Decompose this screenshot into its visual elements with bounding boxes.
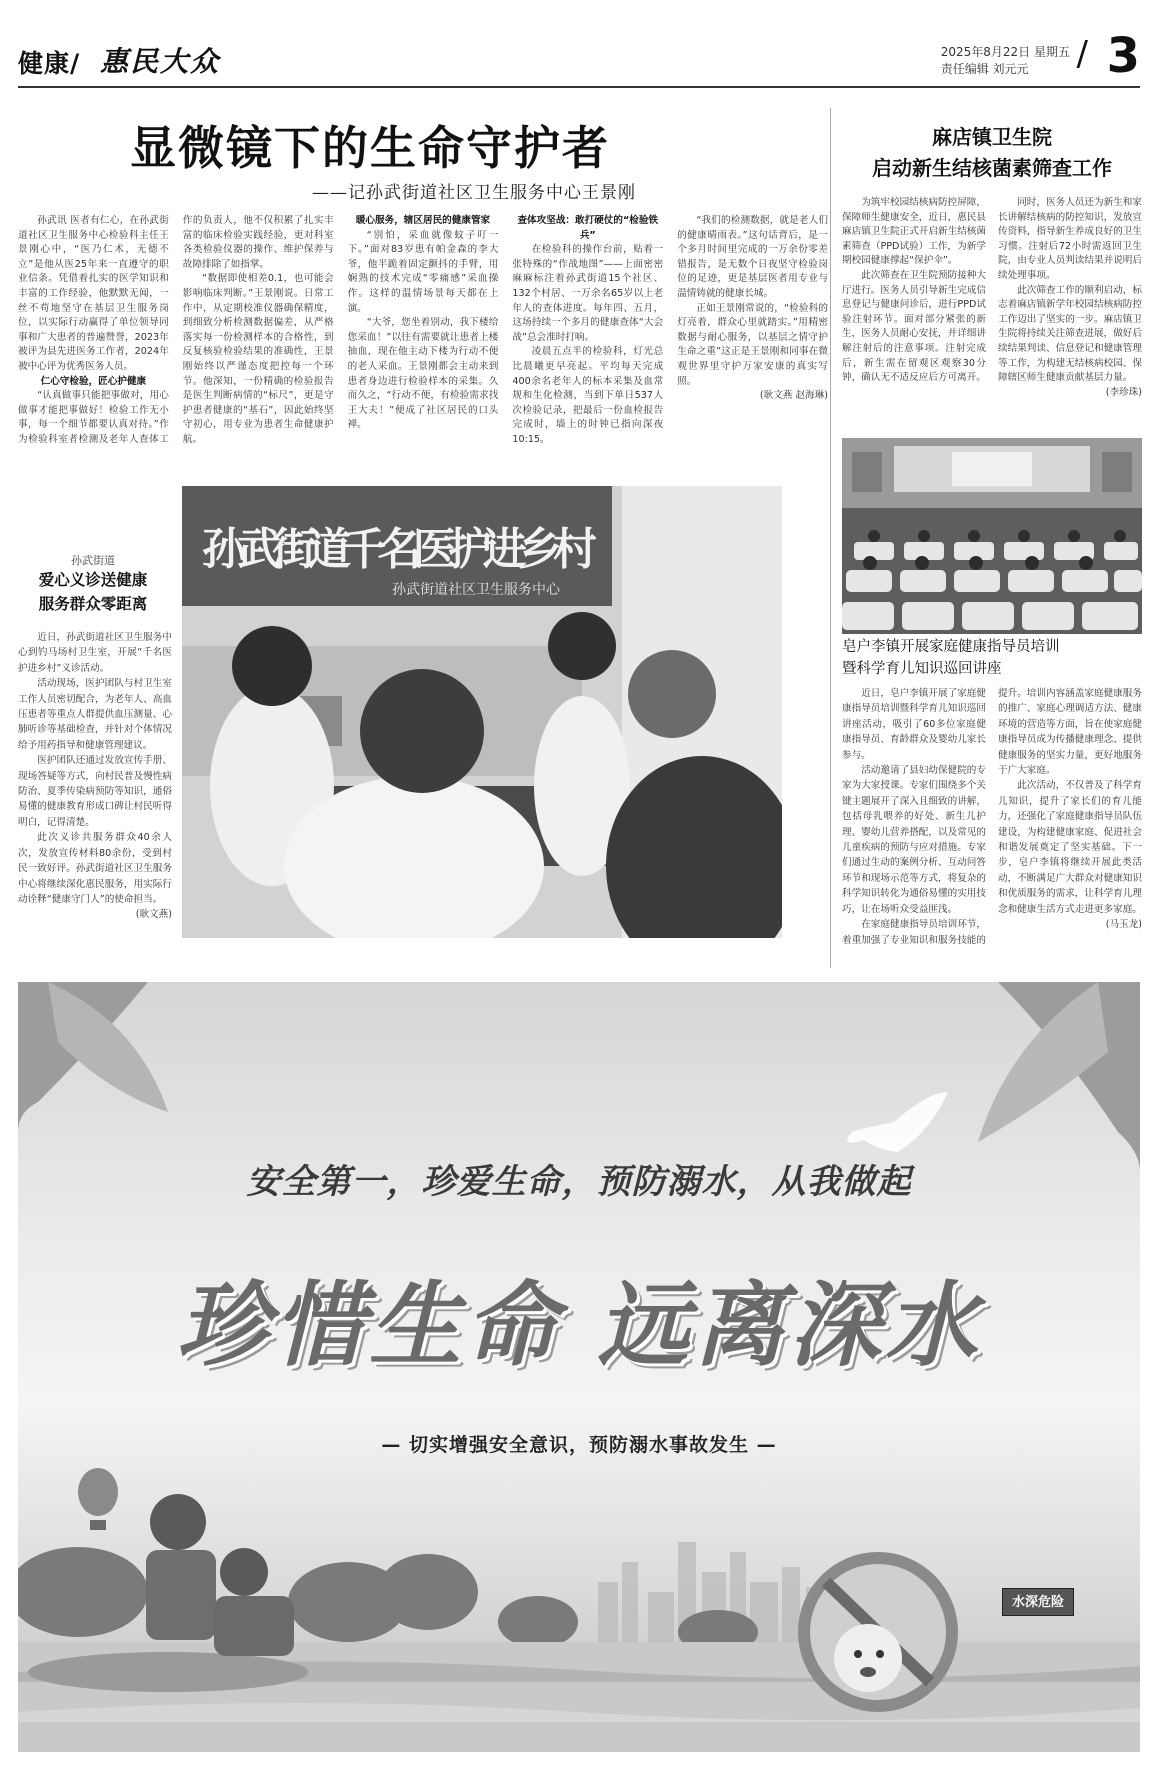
article-paragraph: 为筑牢校园结核病防控屏障，保障师生健康安全，近日，惠民县麻店镇卫生院正式开启新生结核菌素筛查（PPD试验）工作，为新学期校园健康撑起“保护伞”。	[842, 197, 986, 267]
article-paragraph: 在检验科的操作台前，贴着一张特殊的“作战地图”——上面密密麻麻标注着孙武街道15个社区、132个村居、一万余名65岁以上老年人的查体进度。每年四、五月，这场持续一个多月的健康查体“大会战”总会准时打响。	[512, 244, 664, 343]
masthead	[18, 22, 1140, 84]
clinic-photo	[182, 486, 782, 938]
side-story-title-line: 启动新生结核菌素筛查工作	[872, 156, 1112, 180]
photo-banner-text: 孙武街道千名医护进乡村	[202, 524, 597, 575]
main-subheadline: ——记孙武街道社区卫生服务中心王景刚	[312, 183, 636, 203]
article-paragraph: 凌晨五点半的检验科，灯光总比晨曦更早亮起。平均每天完成400余名老年人的标本采集及血常规和生化检测，当到下单日537人次检验记录，把最后一份血检报告完成时，墙上的时钟已指向深夜10:15。	[512, 346, 664, 445]
article-paragraph: 在家庭健康指导员培训环节，着重加强了专业知识和服务技能的提升。培训内容涵盖家庭健康服务的推广、家庭心理调适方法、健康环境的营造等方面，旨在使家庭健康指导员成为传播健康理念、提供健康服务的坚实力量，更好地服务于广大家庭。	[842, 688, 1142, 946]
side-story-title-line: 麻店镇卫生院	[932, 125, 1052, 149]
poster-headline: 珍惜生命 远离深水	[176, 1272, 982, 1379]
brief-title-line: 服务群众零距离	[38, 594, 148, 613]
article-paragraph: 孙武讯 医者有仁心，在孙武街道社区卫生服务中心检验科主任王景刚心中，“医乃仁术，无德不立”是他从医25年来一直遵守的职业信条。凭借着扎实的医学知识和丰富的工作经验，他默默无闻，一丝不苟地坚守在基层卫生服务岗位，以实际行动赢得了单位领导同事和广大患者的普遍赞誉，2023年被评为县先进医务工作者，2024年被中心评为优秀医务人员。	[18, 215, 169, 372]
article-paragraph: 近日，孙武街道社区卫生服务中心到钓马场村卫生室，开展“千名医护进乡村”义诊活动。	[18, 632, 172, 674]
side-story-title-line: 皂户李镇开展家庭健康指导员培训	[842, 639, 1060, 655]
side-story-2-body	[842, 686, 1142, 970]
meeting-photo-illustration	[842, 438, 1142, 634]
brief-title-line: 爱心义诊送健康	[38, 570, 148, 589]
page-number: 3	[1106, 28, 1140, 84]
responsible-editor: 责任编辑 刘元元	[940, 62, 1029, 76]
side-story-body	[842, 196, 1142, 432]
article-byline: (马玉龙)	[1105, 919, 1142, 931]
clinic-photo-illustration	[182, 486, 782, 938]
poster-slogan: 安全第一，珍爱生命，预防溺水，从我做起	[246, 1162, 912, 1202]
drowning-prevention-poster	[18, 982, 1140, 1752]
article-paragraph: 正如王景刚常说的，“检验科的灯亮着，群众心里就踏实。”用精密数据与耐心服务，以基层之情守护生命之重”这正是王景刚和同事在微观世界里守护万家安康的真实写照。	[677, 302, 828, 387]
main-headline: 显微镜下的生命守护者	[130, 121, 610, 175]
deep-water-warning-sign: 水深危险	[1002, 1588, 1074, 1616]
article-subheading: 查体攻坚战：敢打硬仗的“检验铁兵”	[517, 215, 659, 241]
newspaper-logo: 惠民大众	[100, 45, 221, 78]
brief-kicker: 孙武街道	[71, 554, 115, 567]
article-subheading: 仁心守检验，匠心护健康	[40, 375, 147, 387]
brief-headline	[18, 568, 168, 616]
article-paragraph: “我们的检测数据，就是老人们的健康晴雨表。”这句话背后，是一个多月时间里完成的一万余份零差错报告，是无数个日夜坚守检验岗位的足迹，更是基层医者用专业与温情铸就的健康长城。	[677, 215, 828, 299]
poster-subline: — 切实增强安全意识，预防溺水事故发生 —	[381, 1434, 777, 1456]
article-byline: (耿文燕)	[135, 909, 172, 921]
article-subheading: 暖心服务，辖区居民的健康管家	[355, 215, 491, 226]
article-paragraph: 近日，皂户李镇开展了家庭健康指导员培训暨科学育儿知识巡回讲座活动，吸引了60多位家庭健康指导员、育龄群众及婴幼儿家长参与。	[842, 688, 986, 761]
article-paragraph: “认真做事只能把事做对，用心做事才能把事做好！检验工作无小事，每一个细节都要认真对待。”作为检验科室者检测及老年人查体工作的负责人，他不仅积累了扎实丰富的临床检验实践经验，更对科室各类检验仪器的操作、维护保养与故障排除了如指掌。	[18, 215, 334, 445]
article-paragraph: “别怕，采血就像蚊子叮一下。”面对83岁患有帕金森的李大爷，他半跪着固定颤抖的手臂，用娴熟的技术完成“零痛感”采血操作。这样的温情场景每天都在上演。	[347, 229, 499, 314]
side-story-title-line: 暨科学育儿知识巡回讲座	[842, 661, 1002, 677]
article-paragraph: 此次义诊共服务群众40余人次，发放宣传材料80余份，受到村民一致好评。孙武街道社区卫生服务中心将继续深化惠民服务，用实际行动诠释“健康守门人”的使命担当。	[18, 832, 172, 905]
article-paragraph: 医护团队还通过发放宣传手册、现场答疑等方式，向村民普及慢性病防治、夏季传染病预防等知识，通俗易懂的健康教育形成口碑让村民听得明白，记得清楚。	[18, 755, 172, 828]
article-paragraph: “数据即使相差0.1，也可能会影响临床判断。”王景刚说。日常工作中，从定期校准仪器确保精度，到细致分析检测数据偏差，从严格落实每一份检测样本的合格性，到反复核验检验结果的准确性，王景刚始终以严谨态度把控每一个环节。他深知，一份精确的检验报告是医生判断病情的“标尺”，更是守护患者健康的“基石”，因此始终坚守初心，用专业为患者生命健康护航。	[182, 273, 334, 445]
article-paragraph: 同时，医务人员还为新生和家长讲解结核病的防控知识，发放宣传资料，指导新生养成良好的卫生习惯。注射后72小时需返回卫生院，由专业人员判读结果并说明后续处理事项。	[998, 197, 1142, 281]
issue-info	[941, 44, 1070, 78]
article-paragraph: 此次筛查在卫生院预防接种大厅进行。医务人员引导新生完成信息登记与健康问诊后，进行PPD试验注射环节。面对部分紧张的新生，医务人员耐心安抚，并详细讲解注射后的注意事项。注射完成后，新生需在留观区观察30分钟，确认无不适反应后方可离开。	[842, 269, 986, 384]
article-paragraph: 此次活动，不仅普及了科学育儿知识，提升了家长们的育儿能力，还强化了家庭健康指导员队伍建设，为构建健康家庭、促进社会和谐发展奠定了坚实基础。下一步，皂户李镇将继续开展此类活动，不断满足广大群众对健康知识和优质服务的需求，让科学育儿理念和健康生活方式走进更多家庭。	[998, 780, 1142, 915]
issue-date: 2025年8月22日 星期五	[940, 45, 1070, 59]
side-story-headline	[842, 122, 1142, 184]
brief-body	[18, 630, 172, 952]
side-story-2-headline	[842, 636, 1142, 680]
main-article-body	[18, 214, 828, 464]
column-divider	[830, 108, 831, 968]
page-slash: /	[1076, 34, 1088, 74]
article-paragraph: 此次筛查工作的顺利启动，标志着麻店镇新学年校园结核病防控工作迈出了坚实的一步。麻店镇卫生院将持续关注筛查进展，做好后续结果判读、信息登记和健康管理等工作，为构建无结核病校园、保障辖区师生健康贡献基层力量。	[998, 284, 1142, 384]
article-byline: (李珍珠)	[1105, 386, 1142, 398]
article-paragraph: 活动邀请了县妇幼保健院的专家为大家授课。专家们围绕多个关键主题展开了深入且细致的讲解，包括母乳喂养的好处、新生儿护理、婴幼儿营养搭配，以及常见的儿童疾病的预防与应对措施。专家们通过生动的案例分析、互动问答环节和现场示范等方式，将复杂的科学知识转化为通俗易懂的实用技巧，让在场听众受益匪浅。	[842, 765, 986, 915]
meeting-photo	[842, 438, 1142, 634]
photo-banner-subtext: 孙武街道社区卫生服务中心	[392, 582, 560, 598]
header-divider	[18, 86, 1140, 88]
section-name: 健康/	[18, 49, 81, 78]
article-byline: (耿文燕 赵海琳)	[759, 390, 828, 402]
article-paragraph: “大爷，您坐着别动，我下楼给您采血！”以往有需要就让患者上楼抽血，现在他主动下楼为行动不便的老人采血。王景刚都会主动来到患者身边进行检验样本的采集。久而久之，“行动不便，有检验需求找王大夫！”便成了社区居民的口头禅。	[347, 317, 499, 431]
article-paragraph: 活动现场，医护团队与村卫生室工作人员密切配合，为老年人、高血压患者等重点人群提供血压测量、心肺听诊等基础检查，并针对个体情况给予用药指导和健康管理建议。	[18, 678, 172, 751]
